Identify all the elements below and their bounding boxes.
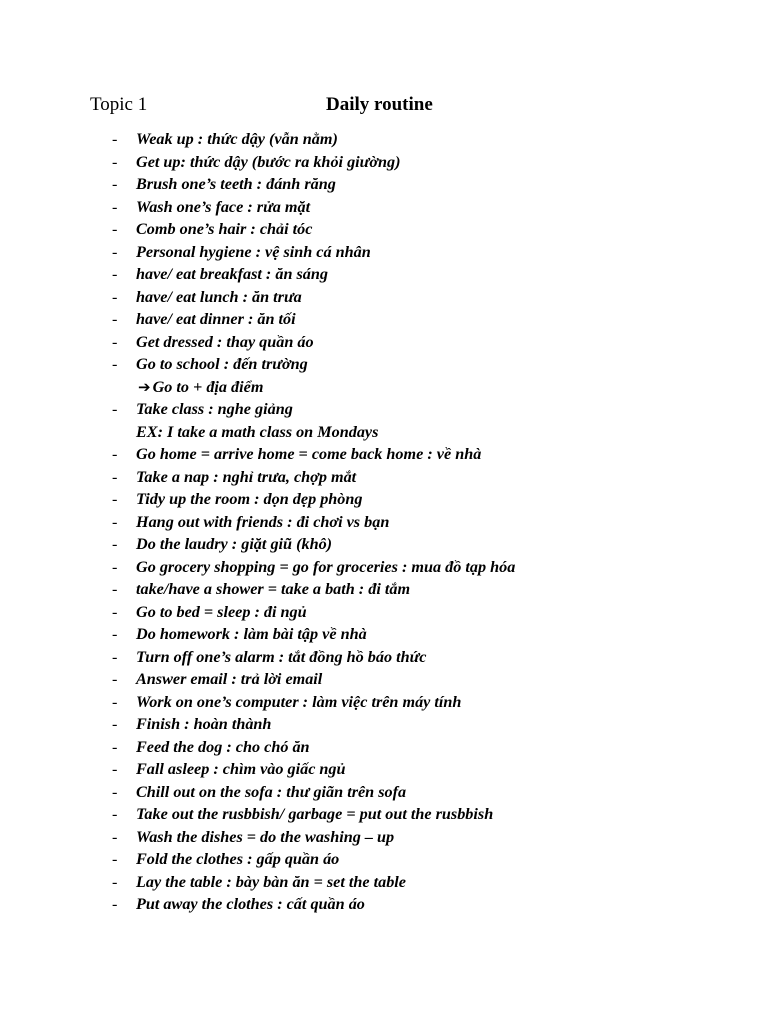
- bullet-dash: -: [112, 512, 118, 531]
- list-item: [0, 218, 768, 241]
- list-item: [0, 376, 768, 399]
- list-item: [0, 128, 768, 151]
- list-item-text: Turn off one’s alarm : tắt đồng hồ báo thức: [136, 647, 427, 666]
- list-item-text: have/ eat breakfast : ăn sáng: [136, 265, 328, 283]
- bullet-dash: -: [112, 310, 118, 328]
- list-item-text: Get up: thức dậy (bước ra khỏi giường): [136, 152, 401, 171]
- list-item: [0, 578, 768, 601]
- list-item: [0, 601, 768, 624]
- list-item-text: Go grocery shopping = go for groceries : mua đồ tạp hóa: [136, 557, 516, 576]
- bullet-dash: -: [112, 625, 118, 643]
- bullet-dash: -: [112, 805, 118, 823]
- list-item: [0, 758, 768, 781]
- bullet-dash: -: [112, 535, 118, 553]
- list-item: [0, 241, 768, 264]
- list-item: [0, 421, 768, 444]
- bullet-dash: -: [112, 175, 118, 193]
- list-item-text: Go home = arrive home = come back home : về nhà: [136, 445, 482, 463]
- list-item: [0, 826, 768, 849]
- bullet-dash: -: [112, 827, 118, 846]
- list-item: [0, 263, 768, 286]
- list-item: [0, 668, 768, 691]
- list-item-text: Weak up : thức dậy (vẫn nằm): [136, 130, 338, 148]
- list-item-text: Take class : nghe giảng: [136, 400, 293, 418]
- list-item: [0, 286, 768, 309]
- page-title: Daily routine: [326, 94, 433, 115]
- bullet-dash: -: [112, 265, 118, 283]
- list-item: [0, 398, 768, 421]
- list-item: [0, 803, 768, 826]
- bullet-dash: -: [112, 670, 118, 688]
- bullet-dash: -: [112, 242, 118, 261]
- list-item: [0, 443, 768, 466]
- list-item: [0, 151, 768, 174]
- list-item: [0, 353, 768, 376]
- arrow-right-icon: ➔: [138, 377, 151, 396]
- list-item-text: Comb one’s hair : chải tóc: [136, 220, 313, 238]
- list-item-text: Wash the dishes = do the washing – up: [136, 827, 395, 846]
- bullet-dash: -: [112, 287, 118, 306]
- bullet-dash: -: [112, 895, 118, 913]
- bullet-dash: -: [112, 332, 118, 351]
- list-item-text: EX: I take a math class on Mondays: [136, 422, 379, 441]
- list-item-text: Go to bed = sleep : đi ngủ: [136, 602, 307, 621]
- bullet-dash: -: [112, 490, 118, 508]
- list-item-text: take/have a shower = take a bath : đi tắm: [136, 580, 411, 598]
- list-item-text: Fall asleep : chìm vào giấc ngủ: [136, 760, 346, 778]
- bullet-dash: -: [112, 400, 118, 418]
- list-item-text: Work on one’s computer : làm việc trên máy tính: [136, 692, 462, 711]
- bullet-dash: -: [112, 715, 118, 733]
- bullet-dash: -: [112, 692, 118, 711]
- list-item: [0, 893, 768, 916]
- list-item: [0, 556, 768, 579]
- list-item-text: have/ eat dinner : ăn tối: [136, 310, 296, 328]
- list-item: [0, 466, 768, 489]
- list-item: [0, 781, 768, 804]
- list-item: [0, 488, 768, 511]
- bullet-dash: -: [112, 872, 118, 891]
- list-item: [0, 736, 768, 759]
- bullet-dash: -: [112, 557, 118, 576]
- bullet-dash: -: [112, 760, 118, 778]
- list-item: [0, 308, 768, 331]
- list-item-text: Feed the dog : cho chó ăn: [136, 737, 310, 756]
- bullet-dash: -: [112, 737, 118, 756]
- list-item-text: Go to school : đến trường: [136, 355, 308, 373]
- list-item-text: Lay the table : bày bàn ăn = set the table: [136, 872, 406, 891]
- list-item-text: [138, 376, 263, 399]
- list-item-text: Take out the rusbbish/ garbage = put out the rusbbish: [136, 805, 494, 823]
- bullet-dash: -: [112, 782, 118, 801]
- list-item: [0, 691, 768, 714]
- list-item: [0, 511, 768, 534]
- list-item-text: Wash one’s face : rửa mặt: [136, 197, 311, 216]
- list-item-text: Chill out on the sofa : thư giãn trên sofa: [136, 782, 407, 801]
- bullet-dash: -: [112, 152, 118, 171]
- list-item-text: Hang out with friends : đi chơi vs bạn: [136, 512, 390, 531]
- bullet-dash: -: [112, 197, 118, 216]
- list-item-text: Fold the clothes : gấp quần áo: [136, 850, 340, 868]
- vocab-list: [0, 128, 768, 916]
- list-item-text: Take a nap : nghỉ trưa, chợp mắt: [136, 467, 357, 486]
- list-item-text: Finish : hoàn thành: [136, 715, 272, 733]
- bullet-dash: -: [112, 467, 118, 486]
- bullet-dash: -: [112, 445, 118, 463]
- bullet-dash: -: [112, 602, 118, 621]
- list-item-text: Put away the clothes : cất quần áo: [136, 895, 365, 913]
- list-item-text: Tidy up the room : dọn dẹp phòng: [136, 490, 363, 508]
- list-item: [0, 331, 768, 354]
- list-item-text: Brush one’s teeth : đánh răng: [136, 175, 336, 193]
- list-item-text: Personal hygiene : vệ sinh cá nhân: [136, 242, 371, 261]
- list-item: [0, 533, 768, 556]
- list-item: [0, 173, 768, 196]
- bullet-dash: -: [112, 647, 118, 666]
- list-item-text: Do the laudry : giặt giũ (khô): [136, 535, 333, 553]
- list-item: [0, 196, 768, 219]
- list-item: [0, 713, 768, 736]
- list-item-text: have/ eat lunch : ăn trưa: [136, 287, 302, 306]
- arrow-note-text: Go to + địa điểm: [152, 377, 264, 396]
- bullet-dash: -: [112, 850, 118, 868]
- bullet-dash: -: [112, 130, 118, 148]
- list-item-text: Answer email : trả lời email: [136, 670, 323, 688]
- list-item-text: Do homework : làm bài tập về nhà: [136, 625, 367, 643]
- list-item-text: Get dressed : thay quần áo: [136, 332, 314, 351]
- list-item: [0, 871, 768, 894]
- topic-label: Topic 1: [90, 94, 148, 115]
- list-item: [0, 623, 768, 646]
- list-item: [0, 646, 768, 669]
- bullet-dash: -: [112, 580, 118, 598]
- list-item: [0, 848, 768, 871]
- bullet-dash: -: [112, 355, 118, 373]
- bullet-dash: -: [112, 220, 118, 238]
